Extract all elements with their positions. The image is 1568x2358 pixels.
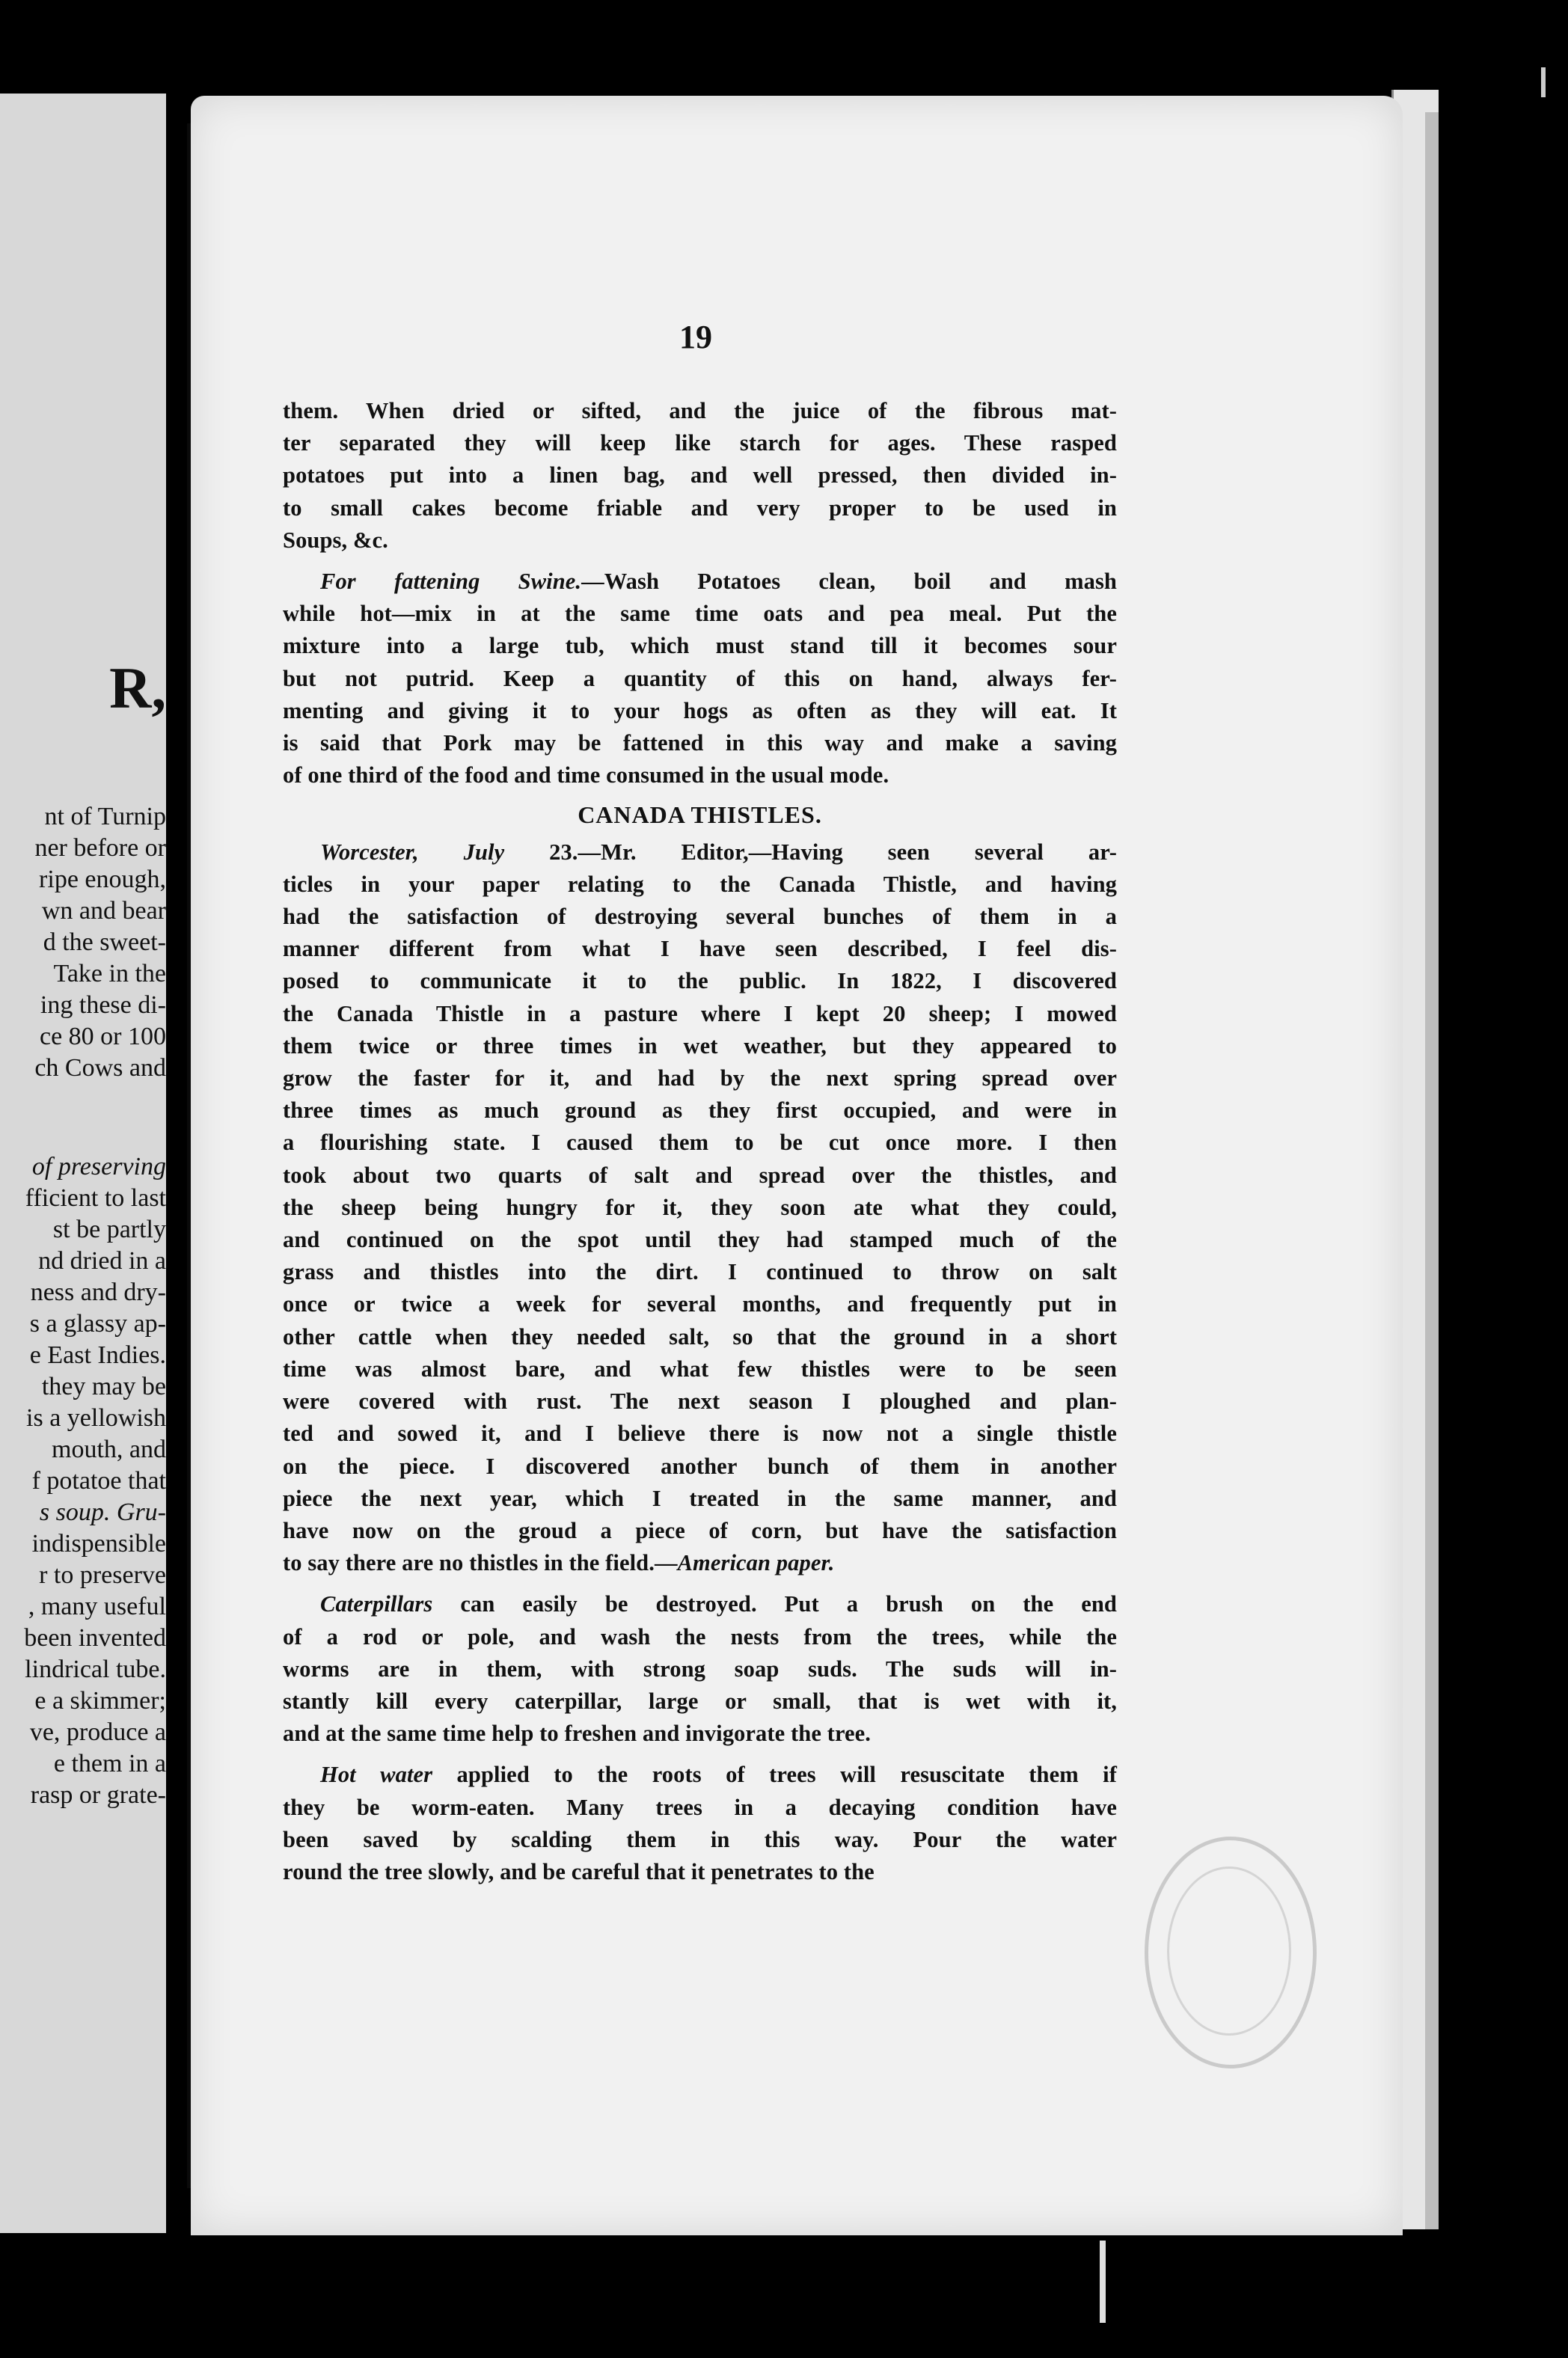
left-page-line: e a skimmer; bbox=[34, 1687, 166, 1715]
text-line: piece the next year, which I treated in the same manner, and bbox=[283, 1485, 1117, 1511]
left-page-line: they may be bbox=[41, 1373, 166, 1400]
text-line: them. When dried or sifted, and the juice of the fibrous mat- bbox=[283, 398, 1117, 423]
text-line: they be worm-eaten. Many trees in a decaying condition have bbox=[283, 1794, 1117, 1820]
italic-lead: For fattening Swine. bbox=[320, 569, 582, 595]
text-line: them twice or three times in wet weather, but they appeared to bbox=[283, 1032, 1117, 1059]
text-line: grow the faster for it, and had by the next spring spread over bbox=[283, 1065, 1117, 1091]
left-page-line: R, bbox=[109, 655, 166, 720]
paragraph-caterpillars bbox=[283, 1588, 1117, 1750]
left-page-line: r to preserve bbox=[39, 1561, 166, 1589]
text-line: a flourishing state. I caused them to be cut once more. I then bbox=[283, 1130, 1117, 1156]
left-page-line: of preserving bbox=[31, 1153, 166, 1180]
left-page-line: , many useful bbox=[28, 1593, 166, 1620]
text-line: is said that Pork may be fattened in this way and make a saving bbox=[283, 730, 1117, 756]
left-page-line: ce 80 or 100 bbox=[39, 1023, 166, 1050]
text-line: Soups, &c. bbox=[283, 527, 388, 553]
left-page-line: wn and bear bbox=[41, 897, 166, 925]
text-line: posed to communicate it to the public. In 1822, I discovered bbox=[283, 968, 1117, 994]
left-page-line: indispensible bbox=[31, 1530, 166, 1558]
left-page-line: d the sweet- bbox=[43, 928, 166, 956]
page-text bbox=[283, 395, 1117, 1888]
text-line: grass and thistles into the dirt. I continued to throw on salt bbox=[283, 1259, 1117, 1285]
paragraph-canada-thistles bbox=[283, 836, 1117, 1580]
line-text: can easily be destroyed. Put a brush on the end bbox=[432, 1591, 1117, 1617]
text-line: ted and sowed it, and I believe there is now not a single thistle bbox=[283, 1421, 1117, 1447]
scan-corner-mark bbox=[1541, 67, 1546, 97]
left-page-line: s soup. Gru- bbox=[39, 1498, 166, 1526]
text-line: the sheep being hungry for it, they soon ate what they could, bbox=[283, 1194, 1117, 1220]
italic-lead: Caterpillars bbox=[320, 1591, 433, 1617]
text-line: once or twice a week for several months, and frequently put in bbox=[283, 1291, 1117, 1317]
line-text: —Wash Potatoes clean, boil and mash bbox=[581, 569, 1117, 595]
text-line: of one third of the food and time consumed in the usual mode. bbox=[283, 762, 889, 788]
text-line bbox=[283, 836, 1117, 869]
left-page-line: ner before or bbox=[34, 834, 166, 862]
previous-page-fragment bbox=[0, 94, 166, 2233]
text-line: and at the same time help to freshen and invigorate the tree. bbox=[283, 1721, 872, 1747]
paragraph-fattening-swine bbox=[283, 566, 1117, 791]
text-line: time was almost bare, and what few thistles were to be seen bbox=[283, 1356, 1117, 1382]
left-page-line: is a yellowish bbox=[26, 1404, 166, 1432]
line-text: applied to the roots of trees will resuscitate them if bbox=[432, 1762, 1117, 1788]
left-page-line: f potatoe that bbox=[31, 1467, 166, 1495]
left-page-line: lindrical tube. bbox=[25, 1656, 166, 1683]
text-line: of a rod or pole, and wash the nests from the trees, while the bbox=[283, 1623, 1117, 1650]
text-line: were covered with rust. The next season I ploughed and plan- bbox=[283, 1388, 1117, 1415]
text-line: had the satisfaction of destroying several bunches of them in a bbox=[283, 904, 1117, 930]
text-line: three times as much ground as they first occupied, and were in bbox=[283, 1097, 1117, 1124]
left-page-line: Take in the bbox=[53, 960, 166, 987]
text-line: stantly kill every caterpillar, large or small, that is wet with it, bbox=[283, 1688, 1117, 1714]
scan-frame-bottom bbox=[0, 2241, 1568, 2358]
page-gutter bbox=[166, 45, 187, 2241]
text-line: menting and giving it to your hogs as often as they will eat. It bbox=[283, 697, 1117, 723]
page-stack-edge-shadow bbox=[1425, 112, 1439, 2229]
text-line: on the piece. I discovered another bunch of them in another bbox=[283, 1453, 1117, 1479]
text-line bbox=[283, 1588, 1117, 1620]
text-line: manner different from what I have seen described, I feel dis- bbox=[283, 936, 1117, 962]
text-line: round the tree slowly, and be careful that it penetrates to the bbox=[283, 1858, 875, 1884]
text-line: have now on the groud a piece of corn, but have the satisfaction bbox=[283, 1517, 1117, 1543]
left-page-line: rasp or grate- bbox=[30, 1781, 166, 1809]
left-page-line: ve, produce a bbox=[29, 1718, 166, 1746]
left-page-line: s a glassy ap- bbox=[29, 1310, 166, 1338]
left-page-line: ch Cows and bbox=[34, 1054, 166, 1082]
left-page-line: st be partly bbox=[52, 1216, 166, 1243]
text-line: been saved by scalding them in this way. Pour the water bbox=[283, 1826, 1117, 1852]
text-line: and continued on the spot until they had stamped much of the bbox=[283, 1227, 1117, 1253]
library-stamp-inner bbox=[1167, 1867, 1291, 2036]
left-page-line: fficient to last bbox=[25, 1184, 166, 1212]
paragraph-starch bbox=[283, 395, 1117, 557]
italic-lead: Worcester, July bbox=[320, 839, 505, 865]
text-line: worms are in them, with strong soap suds. The suds will in- bbox=[283, 1656, 1117, 1682]
left-page-line: nt of Turnip bbox=[44, 803, 166, 830]
text-line: ter separated they will keep like starch for ages. These rasped bbox=[283, 430, 1117, 456]
text-line: to small cakes become friable and very proper to be used in bbox=[283, 494, 1117, 521]
left-page-line: been invented bbox=[24, 1624, 166, 1652]
text-line: took about two quarts of salt and spread over the thistles, and bbox=[283, 1162, 1117, 1188]
left-page-line: mouth, and bbox=[52, 1436, 166, 1463]
text-line bbox=[283, 1759, 1117, 1791]
text-line: other cattle when they needed salt, so that the ground in a short bbox=[283, 1323, 1117, 1350]
page-number: 19 bbox=[679, 319, 712, 355]
text-line bbox=[283, 1547, 1117, 1579]
text-line bbox=[283, 566, 1117, 598]
left-page-line: ing these di- bbox=[40, 991, 166, 1019]
scan-mark bbox=[1100, 2241, 1106, 2323]
italic-lead: Hot water bbox=[320, 1762, 433, 1788]
text-line: while hot—mix in at the same time oats and pea meal. Put the bbox=[283, 601, 1117, 627]
left-page-line: ness and dry- bbox=[30, 1278, 166, 1306]
left-page-line: nd dried in a bbox=[38, 1247, 166, 1275]
line-text: to say there are no thistles in the field.— bbox=[283, 1550, 678, 1576]
text-line: potatoes put into a linen bag, and well pressed, then divided in- bbox=[283, 462, 1117, 489]
left-page-line: e East Indies. bbox=[29, 1341, 166, 1369]
scan-frame-top bbox=[0, 0, 1568, 82]
left-page-line: e them in a bbox=[53, 1750, 166, 1777]
paragraph-hot-water bbox=[283, 1759, 1117, 1888]
left-page-line: ripe enough, bbox=[39, 866, 166, 893]
text-line: the Canada Thistle in a pasture where I kept 20 sheep; I mowed bbox=[283, 1000, 1117, 1026]
section-heading: CANADA THISTLES. bbox=[578, 801, 822, 829]
text-line: but not putrid. Keep a quantity of this on hand, always fer- bbox=[283, 665, 1117, 691]
text-line: mixture into a large tub, which must stand till it becomes sour bbox=[283, 633, 1117, 659]
text-line: ticles in your paper relating to the Canada Thistle, and having bbox=[283, 871, 1117, 897]
line-text: 23.—Mr. Editor,—Having seen several ar- bbox=[504, 839, 1117, 865]
source-citation: American paper. bbox=[677, 1550, 835, 1576]
